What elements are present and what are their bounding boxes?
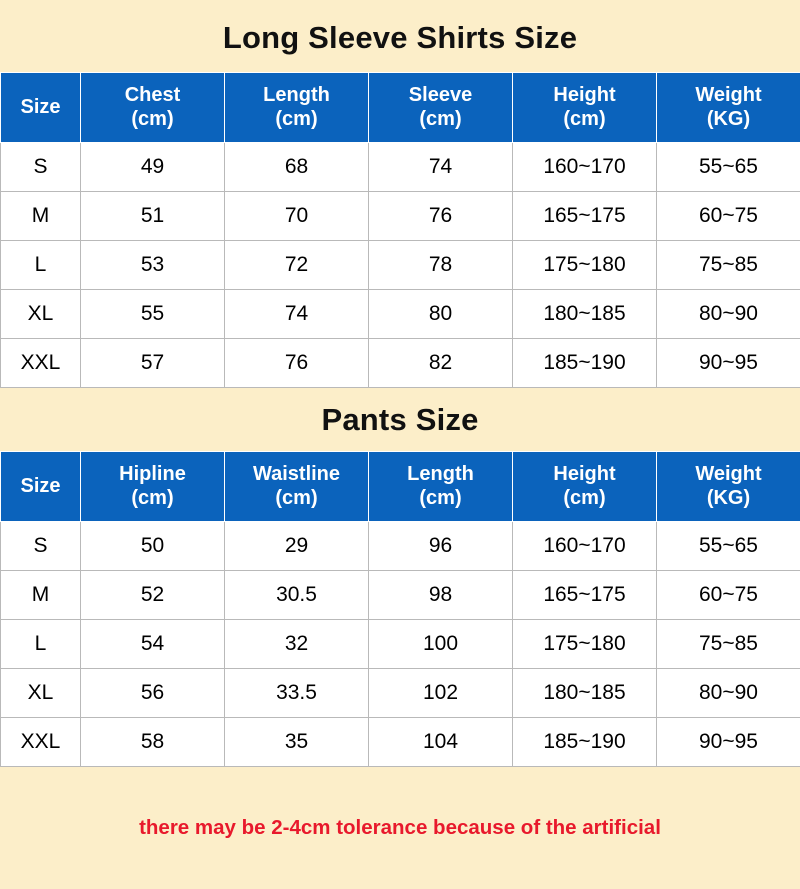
cell-length: 72 [225,240,369,289]
column-header-unit: (KG) [706,487,751,510]
column-header-unit: (cm) [563,487,606,510]
table-row [1,619,800,668]
column-header-label: Size [20,96,61,119]
column-header-unit: (KG) [706,108,751,131]
cell-height: 175~180 [513,240,657,289]
column-header-label: Weight [695,84,762,106]
cell-hipline: 50 [81,521,225,570]
cell-height: 185~190 [513,717,657,766]
cell-weight: 55~65 [657,521,800,570]
column-header-size [1,73,81,143]
cell-height: 175~180 [513,619,657,668]
column-header-label: Waistline [252,462,341,485]
column-header-sleeve [369,73,513,143]
pants-title: Pants Size [321,401,479,437]
cell-chest: 53 [81,240,225,289]
cell-height: 185~190 [513,338,657,387]
shirts-table-header [1,73,800,143]
column-header-chest [81,73,225,143]
cell-size: XL [1,668,81,717]
table-row [1,668,800,717]
cell-sleeve: 76 [369,191,513,240]
column-header-unit: (cm) [275,487,318,510]
table-row [1,521,800,570]
cell-length: 74 [225,289,369,338]
cell-chest: 49 [81,142,225,191]
cell-length: 98 [369,570,513,619]
cell-waistline: 29 [225,521,369,570]
cell-hipline: 52 [81,570,225,619]
cell-size: XL [1,289,81,338]
table-header-row [1,451,800,521]
cell-weight: 60~75 [657,191,800,240]
column-header-label: Weight [695,462,762,485]
cell-height: 160~170 [513,142,657,191]
cell-weight: 60~75 [657,570,800,619]
cell-sleeve: 78 [369,240,513,289]
cell-length: 96 [369,521,513,570]
column-header-length [369,451,513,521]
cell-sleeve: 80 [369,289,513,338]
column-header-label: Height [553,462,616,485]
cell-size: S [1,521,81,570]
cell-weight: 80~90 [657,289,800,338]
cell-length: 68 [225,142,369,191]
column-header-unit: (cm) [131,108,174,131]
column-header-height [513,451,657,521]
cell-length: 70 [225,191,369,240]
cell-weight: 90~95 [657,717,800,766]
cell-waistline: 30.5 [225,570,369,619]
column-header-weight [657,451,800,521]
cell-height: 180~185 [513,668,657,717]
pants-table-header [1,451,800,521]
table-row [1,142,800,191]
cell-chest: 57 [81,338,225,387]
table-row [1,717,800,766]
cell-hipline: 54 [81,619,225,668]
cell-size: L [1,619,81,668]
cell-hipline: 56 [81,668,225,717]
cell-length: 76 [225,338,369,387]
cell-size: S [1,142,81,191]
cell-size: XXL [1,338,81,387]
column-header-label: Chest [124,84,181,106]
table-row [1,191,800,240]
table-row [1,240,800,289]
table-row [1,570,800,619]
column-header-unit: (cm) [275,108,318,131]
column-header-label: Sleeve [408,84,473,106]
shirts-size-table [0,72,800,388]
column-header-hipline [81,451,225,521]
column-header-length [225,73,369,143]
column-header-unit: (cm) [419,487,462,510]
cell-weight: 75~85 [657,240,800,289]
table-header-row [1,73,800,143]
cell-height: 180~185 [513,289,657,338]
cell-weight: 75~85 [657,619,800,668]
pants-table-body [1,521,800,766]
shirts-table-body [1,142,800,387]
cell-sleeve: 82 [369,338,513,387]
cell-sleeve: 74 [369,142,513,191]
column-header-label: Length [263,84,330,106]
column-header-unit: (cm) [131,487,174,510]
cell-height: 165~175 [513,570,657,619]
column-header-waistline [225,451,369,521]
cell-length: 104 [369,717,513,766]
tolerance-note: there may be 2-4cm tolerance because of the artificial [0,767,800,889]
column-header-label: Hipline [119,462,186,485]
cell-length: 102 [369,668,513,717]
cell-weight: 80~90 [657,668,800,717]
cell-weight: 90~95 [657,338,800,387]
cell-waistline: 33.5 [225,668,369,717]
cell-height: 165~175 [513,191,657,240]
cell-waistline: 35 [225,717,369,766]
column-header-unit: (cm) [419,108,462,131]
column-header-size [1,451,81,521]
cell-waistline: 32 [225,619,369,668]
table-row [1,338,800,387]
table-row [1,289,800,338]
column-header-label: Height [553,84,616,106]
column-header-label: Size [20,474,61,497]
cell-chest: 55 [81,289,225,338]
shirts-title: Long Sleeve Shirts Size [222,20,578,55]
cell-chest: 51 [81,191,225,240]
cell-hipline: 58 [81,717,225,766]
column-header-weight [657,73,800,143]
column-header-height [513,73,657,143]
cell-size: L [1,240,81,289]
cell-size: M [1,570,81,619]
cell-length: 100 [369,619,513,668]
column-header-label: Length [407,462,474,485]
pants-size-table [0,451,800,767]
cell-size: M [1,191,81,240]
cell-size: XXL [1,717,81,766]
cell-height: 160~170 [513,521,657,570]
column-header-unit: (cm) [563,108,606,131]
cell-weight: 55~65 [657,142,800,191]
